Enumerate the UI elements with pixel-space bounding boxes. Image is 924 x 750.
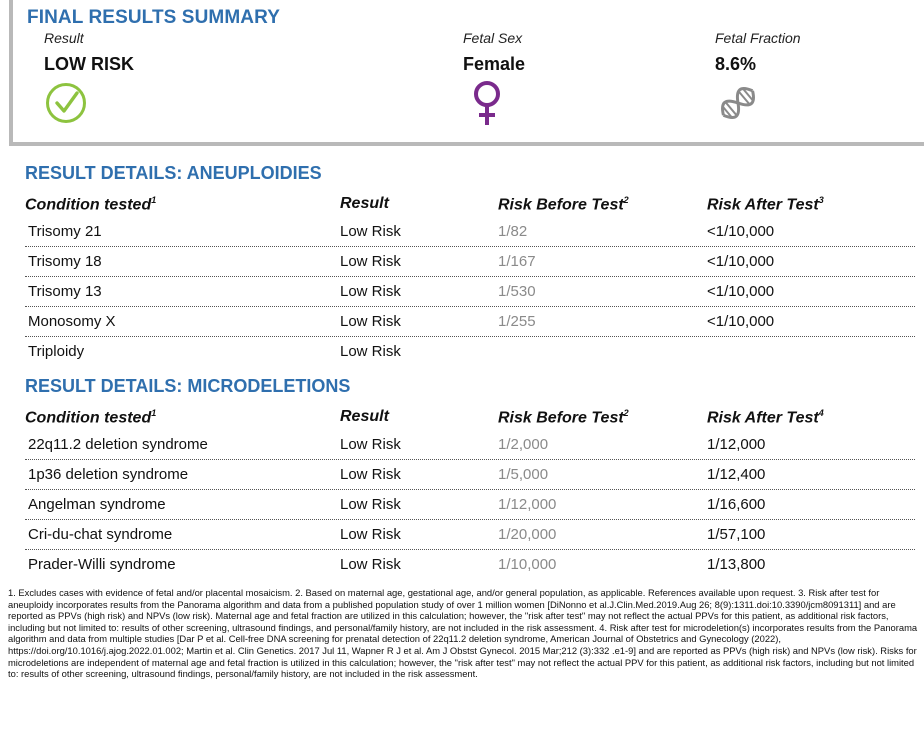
risk-after-cell: <1/10,000 <box>707 223 775 240</box>
risk-after-cell: 1/57,100 <box>707 526 766 543</box>
table-header <box>25 193 915 217</box>
condition-cell: Trisomy 21 <box>28 223 102 240</box>
fetal-fraction-block <box>715 30 801 125</box>
condition-cell: Monosomy X <box>28 313 116 330</box>
summary-title: FINAL RESULTS SUMMARY <box>27 7 280 28</box>
risk-before-cell: 1/82 <box>498 223 528 240</box>
table-row <box>25 430 915 460</box>
risk-before-cell: 1/530 <box>498 283 536 300</box>
risk-after-cell: 1/16,600 <box>707 496 766 513</box>
aneuploidies-table <box>25 193 915 367</box>
result-cell: Low Risk <box>340 496 401 513</box>
result-cell: Low Risk <box>340 556 401 573</box>
result-cell: Low Risk <box>340 223 401 240</box>
result-cell: Low Risk <box>340 466 401 483</box>
table-header <box>25 406 915 430</box>
risk-before-cell: 1/5,000 <box>498 466 549 483</box>
dna-icon <box>715 81 761 125</box>
risk-before-cell: 1/255 <box>498 313 536 330</box>
result-block <box>44 30 134 125</box>
risk-after-cell: 1/13,800 <box>707 556 766 573</box>
risk-before-cell: 1/167 <box>498 253 536 270</box>
table-row <box>25 277 915 307</box>
result-cell: Low Risk <box>340 436 401 453</box>
risk-after-cell: <1/10,000 <box>707 283 775 300</box>
table-row <box>25 520 915 550</box>
result-cell: Low Risk <box>340 343 401 360</box>
condition-cell: Prader-Willi syndrome <box>28 556 176 573</box>
table-row <box>25 247 915 277</box>
header-risk-after: Risk After Test$^4$ <box>707 408 824 427</box>
table-row <box>25 217 915 247</box>
risk-before-cell: 1/2,000 <box>498 436 549 453</box>
header-condition: Condition tested$^1$ <box>25 195 157 214</box>
risk-after-cell: 1/12,000 <box>707 436 766 453</box>
result-cell: Low Risk <box>340 253 401 270</box>
female-symbol-icon <box>463 79 509 127</box>
risk-before-cell: 1/12,000 <box>498 496 557 513</box>
microdeletions-section-title: RESULT DETAILS: MICRODELETIONS <box>25 376 351 396</box>
fetal-fraction-value: 8.6% <box>715 54 757 74</box>
result-cell: Low Risk <box>340 283 401 300</box>
table-row <box>25 550 915 580</box>
header-risk-before: Risk Before Test$^2$ <box>498 195 629 214</box>
result-cell: Low Risk <box>340 313 401 330</box>
condition-cell: Angelman syndrome <box>28 496 166 513</box>
aneuploidies-section-title: RESULT DETAILS: ANEUPLOIDIES <box>25 163 322 183</box>
table-row <box>25 307 915 337</box>
risk-after-cell: 1/12,400 <box>707 466 766 483</box>
condition-cell: Trisomy 18 <box>28 253 102 270</box>
header-risk-before: Risk Before Test$^2$ <box>498 408 629 427</box>
table-row <box>25 490 915 520</box>
header-risk-after: Risk After Test$^3$ <box>707 195 824 214</box>
table-row <box>25 337 915 367</box>
risk-after-cell: <1/10,000 <box>707 313 775 330</box>
result-label: Result <box>44 30 84 46</box>
microdeletions-table <box>25 406 915 580</box>
condition-cell: Triploidy <box>28 343 85 360</box>
header-result: Result <box>340 408 389 425</box>
result-cell: Low Risk <box>340 526 401 543</box>
header-result: Result <box>340 195 389 212</box>
header-condition: Condition tested$^1$ <box>25 408 157 427</box>
condition-cell: 22q11.2 deletion syndrome <box>28 436 208 453</box>
table-row <box>25 460 915 490</box>
risk-after-cell: <1/10,000 <box>707 253 775 270</box>
fetal-fraction-label: Fetal Fraction <box>715 30 801 46</box>
footnotes: 1. Excludes cases with evidence of fetal and/or placental mosaicism. 2. Based on maternal age, gestational age, and/or general population, as applicable. References available upon request. 3. Risk after test for aneuploidy incorporates results from the Panorama algorithm and data from a published population study of over 1 million women [DiNonno et al.J.Clin.Med.2019.Aug 26; 8(9):1311.doi:10.3390/jcm8091311] and are reported as PPVs (high risk) and NPVs (low risk). Maternal age and fetal fraction are utilized in this calculation; however, the "risk after test" may not reflect the actual PPVs for this patient, as additional risk factors, including but not limited to: results of other screening, ultrasound findings, and personal/family history, are not included in the risk assessment. 4. Risk after test for microdeletion(s) incorporates results from the Panorama algorithm and data from multiple studies [Dar P et al. Cell-free DNA screening for prenatal detection of 22q11.2 deletion syndrome, American Journal of Obstetrics and Gynecology (2022), https://doi.org/10.1016/j.ajog.2022.01.002; Martin et al. Clin Genetics. 2017 Jul 11, Wapner R J et al. Am J Obstst Gynecol. 2015 Mar;212 (3):332 .e1-9] and are reported as PPVs (high risk) and NPVs (low risk). Risks for microdeletions are independent of maternal age and fetal fraction is utilized in this calculation; however, the "risk after test" may not reflect the actual PPV for this patient, as additional risk factors, including but not limited to: results of other screening, ultrasound findings, personal/family history, are not included in the risk assessment. <box>8 587 918 680</box>
final-results-summary <box>9 0 924 146</box>
fetal-sex-label: Fetal Sex <box>463 30 523 46</box>
check-circle-icon <box>44 81 90 125</box>
condition-cell: Cri-du-chat syndrome <box>28 526 173 543</box>
condition-cell: Trisomy 13 <box>28 283 102 300</box>
result-value: LOW RISK <box>44 54 134 74</box>
condition-cell: 1p36 deletion syndrome <box>28 466 189 483</box>
risk-before-cell: 1/20,000 <box>498 526 557 543</box>
fetal-sex-value: Female <box>463 54 526 74</box>
fetal-sex-block <box>463 30 525 127</box>
risk-before-cell: 1/10,000 <box>498 556 557 573</box>
